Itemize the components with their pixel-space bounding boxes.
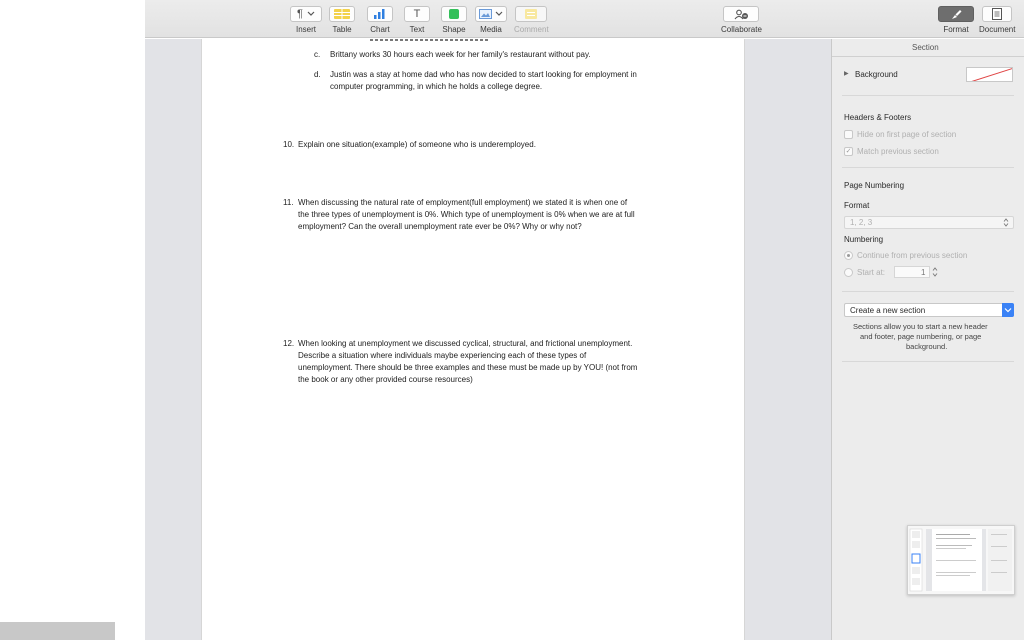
collaborate-icon — [734, 9, 748, 20]
document-label: Document — [979, 25, 1016, 34]
stepper-arrows-icon[interactable] — [932, 267, 938, 277]
question-11-line3: employment? Can the overall unemployment rate ever be 0%? Why or why not? — [298, 222, 582, 231]
table-label: Table — [332, 25, 352, 34]
chart-icon — [373, 9, 387, 19]
no-fill-slash-icon — [967, 68, 1013, 82]
shape-icon — [449, 9, 459, 19]
question-12-line1: When looking at unemployment we discussed cyclical, structural, and frictional unemployment. — [298, 339, 633, 348]
media-tool[interactable] — [475, 6, 507, 34]
question-11-line1: When discussing the natural rate of employment(full employment) we stated it is when one of — [298, 198, 628, 207]
sections-help-line1: Sections allow you to start a new header — [853, 322, 988, 331]
page-navigator[interactable] — [907, 525, 1015, 595]
tab-divider — [832, 56, 1024, 57]
media-button[interactable] — [475, 6, 507, 22]
comment-icon — [525, 9, 537, 19]
section-divider — [842, 95, 1014, 96]
format-label: Format — [844, 201, 870, 210]
insert-label: Insert — [295, 25, 316, 34]
format-label: Format — [943, 25, 969, 34]
image-icon — [479, 9, 492, 19]
question-11-number: 11. — [283, 198, 294, 207]
create-section-popup[interactable] — [844, 303, 1014, 317]
numbering-label: Numbering — [844, 235, 884, 244]
background-color-well[interactable] — [966, 67, 1013, 82]
match-previous-checkbox[interactable]: ✓ — [845, 148, 852, 155]
media-label: Media — [480, 25, 502, 34]
chart-tool[interactable] — [367, 6, 393, 34]
format-button[interactable] — [938, 6, 974, 22]
question-12-line2: Describe a situation where individuals maybe experiencing each of these types of — [298, 351, 587, 360]
document-icon — [992, 8, 1002, 20]
number-format-value: 1, 2, 3 — [850, 218, 873, 227]
shape-label: Shape — [442, 25, 466, 34]
start-at-label: Start at: — [857, 268, 886, 277]
list-item-d-line1: Justin was a stay at home dad who has now decided to start looking for employment in — [330, 70, 637, 79]
comment-button[interactable] — [515, 6, 547, 22]
question-12-number: 12. — [283, 339, 295, 348]
list-marker-c: c. — [314, 50, 321, 59]
continue-label: Continue from previous section — [857, 251, 968, 260]
select-arrows-icon — [1003, 218, 1009, 227]
clipped-text-line — [370, 39, 490, 41]
table-tool[interactable] — [329, 6, 355, 34]
paintbrush-icon — [950, 9, 962, 20]
left-bottom-strip — [0, 622, 115, 640]
start-at-radio[interactable] — [844, 268, 853, 277]
text-label: Text — [409, 25, 425, 34]
collaborate-button[interactable] — [723, 6, 759, 22]
shape-tool[interactable] — [441, 6, 467, 34]
chevron-down-icon — [307, 11, 315, 17]
text-button[interactable] — [404, 6, 430, 22]
match-previous-label: Match previous section — [857, 147, 939, 156]
document-page[interactable] — [201, 39, 745, 640]
insert-tool[interactable] — [290, 6, 322, 34]
insert-button[interactable] — [290, 6, 322, 22]
question-12-line3: unemployment. There should be three examples and these must be made up by YOU! (not from — [298, 363, 638, 372]
document-tool[interactable] — [979, 6, 1015, 34]
table-button[interactable] — [329, 6, 355, 22]
hide-first-page-checkbox[interactable] — [844, 130, 853, 139]
text-icon: T — [413, 8, 421, 20]
comment-label: Comment — [514, 25, 549, 34]
question-10-number: 10. — [283, 140, 295, 149]
list-item-c: Brittany works 30 hours each week for her family's restaurant without pay. — [330, 50, 591, 59]
chart-button[interactable] — [367, 6, 393, 22]
continue-radio[interactable] — [844, 251, 853, 260]
chevron-down-icon — [495, 11, 503, 17]
document-canvas[interactable] — [145, 39, 831, 640]
question-11-line2: the three types of unemployment is 0%. Which type of unemployment is 0% when we are at full — [298, 210, 635, 219]
hide-first-page-label: Hide on first page of section — [857, 130, 957, 139]
question-10-text: Explain one situation(example) of someone who is underemployed. — [298, 140, 536, 149]
disclosure-triangle-icon[interactable]: ▶ — [844, 71, 849, 77]
number-format-select[interactable] — [844, 216, 1014, 229]
start-at-stepper[interactable] — [894, 266, 930, 278]
left-blank-area — [0, 0, 145, 622]
question-12-line4: the book or any other provided course resources) — [298, 375, 473, 384]
list-marker-d: d. — [314, 70, 321, 79]
table-icon — [334, 9, 350, 19]
collaborate-tool[interactable] — [721, 6, 762, 34]
navigator-thumbnail — [908, 526, 1014, 594]
headers-footers-heading: Headers & Footers — [844, 113, 912, 122]
collaborate-label: Collaborate — [721, 25, 762, 34]
toolbar — [145, 0, 1024, 38]
section-divider — [842, 167, 1014, 168]
chevron-down-icon — [1002, 303, 1014, 317]
chart-label: Chart — [370, 25, 390, 34]
start-at-value: 1 — [921, 268, 926, 277]
create-section-label: Create a new section — [850, 306, 926, 315]
shape-button[interactable] — [441, 6, 467, 22]
sections-help-line3: background. — [906, 342, 948, 351]
format-tool[interactable] — [938, 6, 974, 34]
background-label[interactable]: Background — [855, 70, 898, 79]
text-tool[interactable] — [404, 6, 430, 34]
list-item-d-line2: computer programming, in which he holds a college degree. — [330, 82, 543, 91]
section-divider — [842, 291, 1014, 292]
sections-help-line2: and footer, page numbering, or page — [860, 332, 982, 341]
comment-tool[interactable] — [514, 6, 549, 34]
document-button[interactable] — [982, 6, 1012, 22]
popup-chevron-button[interactable] — [1002, 303, 1014, 317]
section-divider — [842, 361, 1014, 362]
paragraph-icon: ¶ — [297, 8, 303, 20]
tab-section[interactable]: Section — [912, 43, 939, 52]
page-numbering-heading: Page Numbering — [844, 181, 905, 190]
